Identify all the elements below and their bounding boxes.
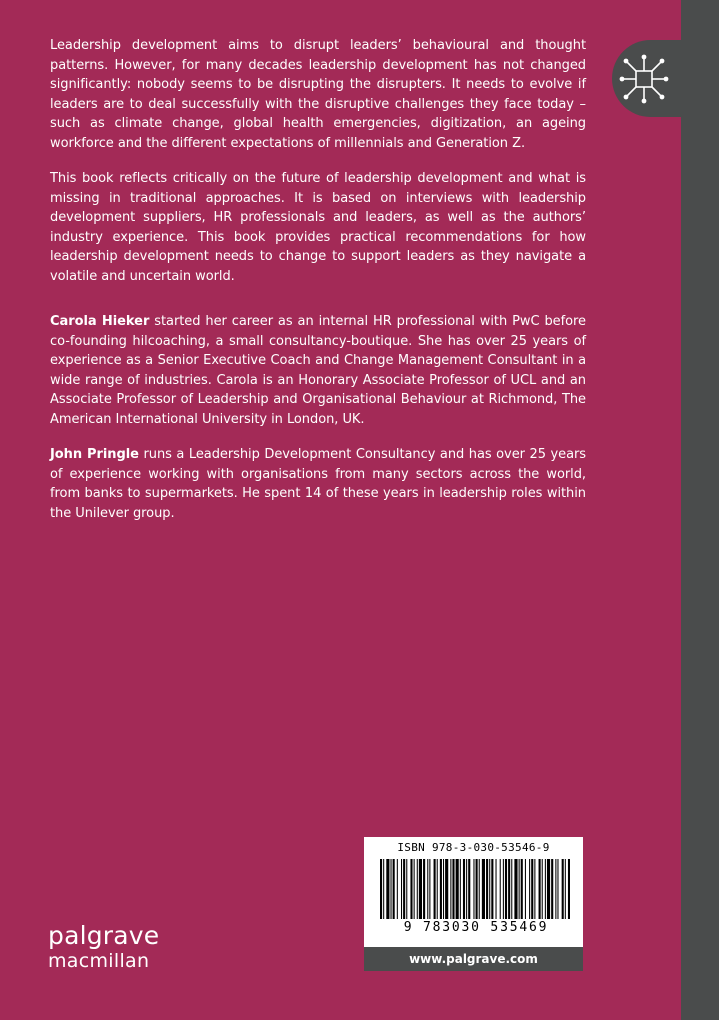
barcode-bar [473, 859, 474, 919]
barcode-bar [414, 859, 415, 919]
blurb-text: Leadership development aims to disrupt leaders’ behavioural and thought patterns. However, for many decades leadership development has not changed significantly: nobody seems to be disrupting the disrupters. It needs to evolve if leaders are to deal successfully with the disruptive challenges they face today – such as climate change, global health emergencies, digitization, an ageing workforce and the different expectations of millennials and Generation Z. [50, 38, 586, 151]
barcode-bar [503, 859, 504, 919]
author-bio-text [50, 312, 586, 430]
author-bio-2 [50, 445, 586, 523]
barcode-bar [429, 859, 430, 919]
author-bio: started her career as an internal HR professional with PwC before co-founding hilcoaching, a small consultancy-boutique. She has over 25 years of experience as a Senior Executive Coach and Change Management Consultant in a wide range of industries. Carola is an Honorary Associate Professor of UCL and an Associate Professor of Leadership and Organisational Behaviour at Richmond, The American International University in London, UK. [50, 314, 586, 427]
barcode-bar [557, 859, 558, 919]
barcode-bar [486, 859, 488, 919]
blurb-paragraph-1 [50, 36, 586, 154]
barcode-bars [380, 859, 570, 923]
isbn-label: ISBN 978-3-030-53546-9 [397, 841, 550, 854]
publisher-badge [612, 40, 719, 117]
barcode-bar [401, 859, 402, 919]
barcode-bar [539, 859, 541, 919]
barcode-bar [519, 859, 520, 919]
barcode-bar [568, 859, 570, 919]
barcode-bar [466, 859, 467, 919]
publisher-url[interactable]: www.palgrave.com [364, 947, 583, 971]
barcode-bar [508, 859, 510, 919]
barcode-bar [555, 859, 556, 919]
barcode-bar [440, 859, 442, 919]
barcode-bar [551, 859, 553, 919]
logo-line-palgrave: palgrave [48, 921, 160, 950]
blurb-paragraph-2 [50, 169, 586, 287]
barcode-bar [463, 859, 465, 919]
barcode-bar [565, 859, 566, 919]
barcode-bar [545, 859, 546, 919]
barcode-bar [500, 859, 501, 919]
barcode-bar [525, 859, 526, 919]
barcode-bar [468, 859, 470, 919]
barcode-bar [521, 859, 523, 919]
barcode-bar [410, 859, 412, 919]
barcode-bar [542, 859, 543, 919]
barcode-digits: 9 783030 535469 [403, 920, 549, 935]
logo-line-macmillan: macmillan [48, 950, 150, 972]
barcode-bar [460, 859, 461, 919]
palgrave-network-icon [618, 53, 670, 105]
barcode-bar [514, 859, 517, 919]
barcode-bar [479, 859, 480, 919]
barcode-bar [423, 859, 425, 919]
barcode-bar [391, 859, 392, 919]
author-bio-1 [50, 312, 586, 430]
barcode-bar [562, 859, 564, 919]
barcode-bar [456, 859, 459, 919]
barcode-bar [482, 859, 485, 919]
barcode-bar [406, 859, 407, 919]
barcode-bar [397, 859, 398, 919]
author-name: John Pringle [50, 447, 139, 462]
barcode-bar [547, 859, 550, 919]
barcode-bar [380, 859, 382, 919]
barcode-bar [419, 859, 422, 919]
barcode-bar [452, 859, 454, 919]
barcode-bar [403, 859, 405, 919]
barcode-panel [364, 837, 583, 947]
barcode-bar [476, 859, 478, 919]
barcode-bar [531, 859, 533, 919]
barcode-bar [445, 859, 448, 919]
barcode-bar [496, 859, 497, 919]
barcode-bar [529, 859, 530, 919]
barcode-bar [489, 859, 490, 919]
barcode-bar [511, 859, 512, 919]
author-bio: runs a Leadership Development Consultancy and has over 25 years of experience working with organisations from many sectors across the world, from banks to supermarkets. He spent 14 of these years in leadership roles within the Unilever group. [50, 447, 586, 521]
author-name: Carola Hieker [50, 314, 150, 329]
publisher-logo [48, 922, 159, 972]
barcode-bar [427, 859, 428, 919]
isbn-barcode-block [364, 837, 583, 972]
barcode-bar [417, 859, 418, 919]
barcode-bar [386, 859, 389, 919]
barcode-bar [450, 859, 451, 919]
barcode-bar [491, 859, 493, 919]
barcode-bar [434, 859, 436, 919]
barcode-bar [443, 859, 444, 919]
barcode-bar [383, 859, 384, 919]
barcode-bar [393, 859, 395, 919]
spine-strip [681, 0, 719, 1020]
blurb-text: This book reflects critically on the future of leadership development and what is missing in traditional approaches. It is based on interviews with leadership development suppliers, HR professionals and leaders, as well as the authors’ industry experience. This book provides practical recommendations for how leadership development needs to change to support leaders as they navigate a volatile and uncertain world. [50, 171, 586, 284]
barcode-bar [505, 859, 507, 919]
barcode-bar [437, 859, 438, 919]
author-bio-text [50, 445, 586, 523]
barcode-bar [534, 859, 535, 919]
